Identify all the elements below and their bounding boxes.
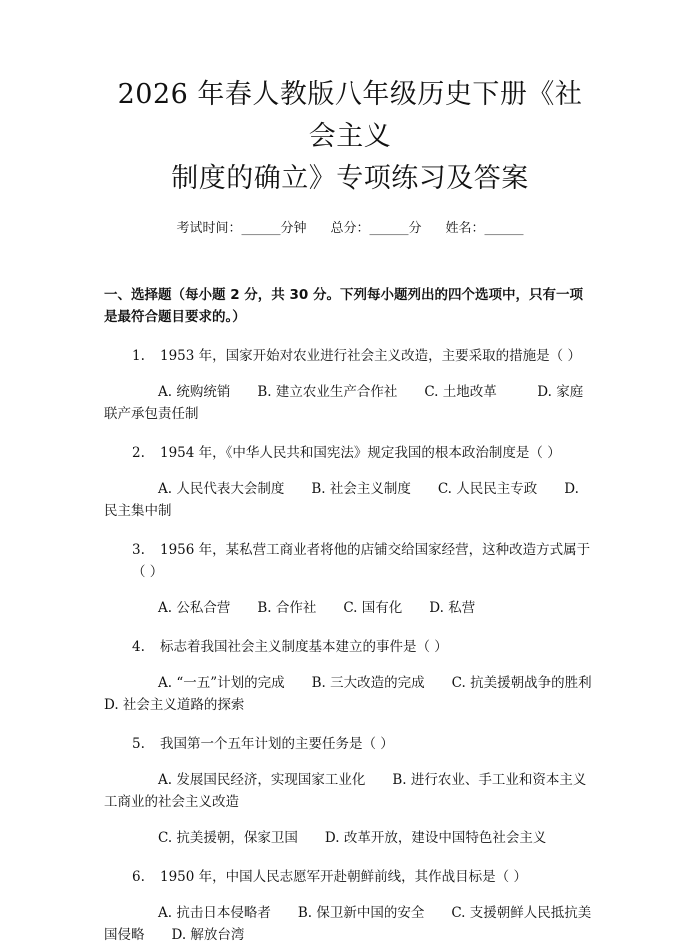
title-line-2: 制度的确立》专项练习及答案 <box>171 163 529 194</box>
question-1 <box>104 345 596 425</box>
question-number: 6. <box>132 869 145 885</box>
question-stem <box>104 636 596 658</box>
question-text: 1956 年，某私营工商业者将他的店铺交给国家经营，这种改造方式属于（ ） <box>132 542 591 580</box>
question-6 <box>104 866 596 946</box>
question-number: 5. <box>132 736 145 752</box>
question-stem <box>104 442 596 464</box>
question-text: 1954 年，《中华人民共和国宪法》规定我国的根本政治制度是（ ） <box>160 445 561 461</box>
question-stem <box>104 345 596 367</box>
question-text: 我国第一个五年计划的主要任务是（ ） <box>160 736 394 752</box>
question-2 <box>104 442 596 522</box>
question-5 <box>104 733 596 849</box>
question-3 <box>104 539 596 619</box>
question-number: 1. <box>132 348 145 364</box>
question-options: A. 抗击日本侵略者 B. 保卫新中国的安全 C. 支援朝鲜人民抵抗美国侵略 D. 解放台湾 <box>104 905 592 943</box>
section-1-header: 一、选择题（每小题 2 分，共 30 分。下列每小题列出的四个选项中，只有一项是最符合题目要求的。） <box>104 287 583 325</box>
question-text: 1950 年，中国人民志愿军开赴朝鲜前线，其作战目标是（ ） <box>160 869 527 885</box>
exam-info <box>104 220 596 238</box>
question-stem <box>104 866 596 888</box>
title-line-1: 2026 年春人教版八年级历史下册《社会主义 <box>117 79 583 152</box>
exam-name-label: 姓名：______ <box>445 221 524 236</box>
question-number: 3. <box>132 542 145 558</box>
document-title <box>104 74 596 200</box>
question-number: 2. <box>132 445 145 461</box>
question-options: A. “一五”计划的完成 B. 三大改造的完成 C. 抗美援朝战争的胜利 D. 社会主义道路的探索 <box>104 675 619 713</box>
question-4 <box>104 636 619 716</box>
question-options-second: C. 抗美援朝，保家卫国 D. 改革开放，建设中国特色社会主义 <box>158 830 547 846</box>
question-options: A. 人民代表大会制度 B. 社会主义制度 C. 人民民主专政 D. 民主集中制 <box>104 481 579 519</box>
question-text: 标志着我国社会主义制度基本建立的事件是（ ） <box>160 639 448 655</box>
question-options: A. 发展国民经济，实现国家工业化 B. 进行农业、手工业和资本主义工商业的社会主义改造 <box>104 772 587 810</box>
question-options: A. 公私合营 B. 合作社 C. 国有化 D. 私营 <box>158 600 476 616</box>
question-stem <box>104 539 596 583</box>
exam-score-label: 总分：______分 <box>330 221 422 236</box>
question-stem <box>104 733 596 755</box>
exam-time-label: 考试时间：______分钟 <box>176 221 307 236</box>
question-text: 1953 年，国家开始对农业进行社会主义改造，主要采取的措施是（ ） <box>160 348 581 364</box>
question-number: 4. <box>132 639 145 655</box>
question-options: A. 统购统销 B. 建立农业生产合作社 C. 土地改革 D. 家庭联产承包责任制 <box>104 384 584 422</box>
